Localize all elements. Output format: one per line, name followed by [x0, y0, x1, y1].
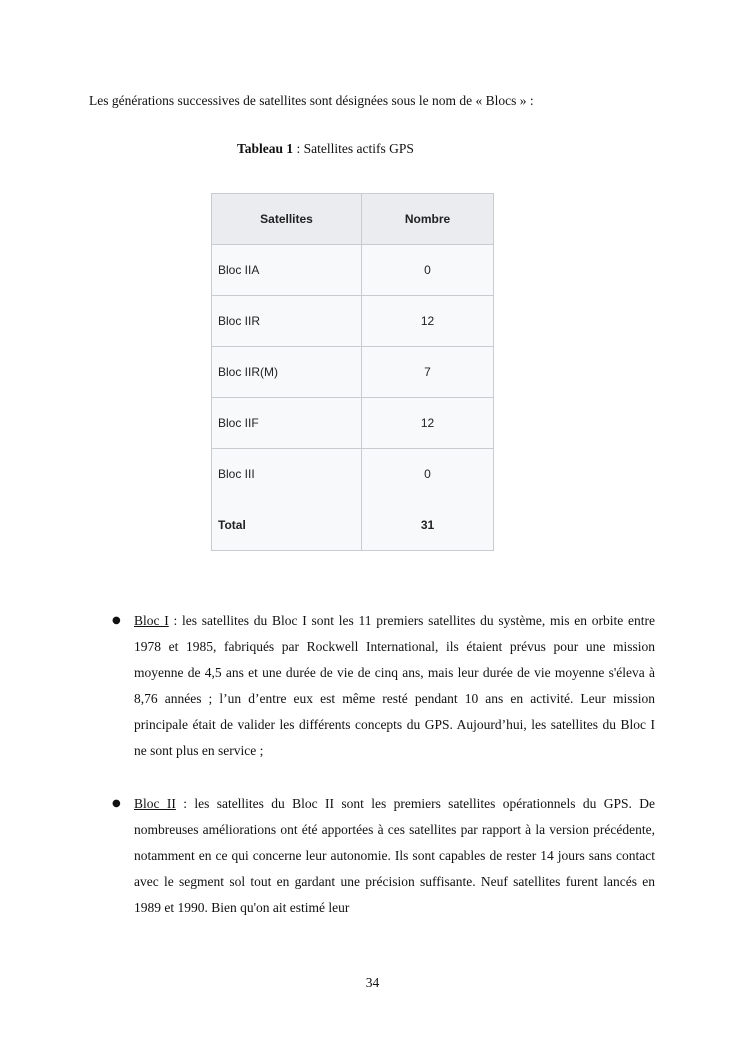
bloc-description: : les satellites du Bloc II sont les premiers satellites opérationnels du GPS. De nombreuses améliorations ont été apportées à ces satellites par rapport à la version précédente, notamment en ce qui concerne leur autonomie. Ils sont capables de rester 14 jours sans contact avec le segment sol tout en gardant une précision suffisante. Neuf satellites furent lancés en 1989 et 1990. Bien qu'on ait estimé leur [134, 795, 655, 915]
cell-satellite-count: 0 [362, 245, 494, 296]
table-caption-text: : Satellites actifs GPS [293, 141, 414, 156]
cell-satellite-count: 0 [362, 449, 494, 500]
header-satellites: Satellites [212, 194, 362, 245]
table-row [212, 449, 494, 500]
cell-satellite-count: 7 [362, 347, 494, 398]
bloc-description: : les satellites du Bloc I sont les 11 premiers satellites du système, mis en orbite entre 1978 et 1985, fabriqués par Rockwell International, ils étaient prévus pour une mission moyenne de 4,5 ans et une durée de vie de cinq ans, mais leur durée de vie moyenne s'éleva à 8,76 années ; l’un d’entre eux est même resté pendant 10 ans en activité. Leur mission principale était de valider les différents concepts du GPS. Aujourd’hui, les satellites du Bloc I ne sont plus en service ; [134, 613, 655, 759]
table-caption [237, 140, 414, 158]
bloc-term: Bloc II [134, 795, 176, 811]
header-nombre: Nombre [362, 194, 494, 245]
intro-paragraph: Les générations successives de satellites sont désignées sous le nom de « Blocs » : [89, 93, 534, 108]
table-total-row [212, 500, 494, 551]
table-caption-label: Tableau 1 [237, 141, 294, 156]
bloc-term: Bloc I [134, 613, 169, 628]
table-row [212, 245, 494, 296]
cell-satellite-name: Bloc IIR [212, 296, 362, 347]
cell-satellite-name: Bloc III [212, 449, 362, 500]
list-item [112, 608, 655, 765]
page-number: 34 [365, 975, 380, 990]
list-item [112, 791, 655, 921]
cell-satellite-name: Bloc IIF [212, 398, 362, 449]
table-row [212, 347, 494, 398]
cell-satellite-name: Bloc IIA [212, 245, 362, 296]
cell-satellite-count: 12 [362, 296, 494, 347]
table-row [212, 398, 494, 449]
bloc-list [0, 608, 745, 921]
table-row [212, 296, 494, 347]
cell-satellite-name: Bloc IIR(M) [212, 347, 362, 398]
bullet-icon: ● [112, 797, 121, 809]
table-header-row [212, 194, 494, 245]
cell-total-value: 31 [362, 500, 494, 551]
satellites-table [211, 193, 494, 551]
bullet-icon: ● [112, 615, 121, 626]
cell-total-label: Total [212, 500, 362, 551]
cell-satellite-count: 12 [362, 398, 494, 449]
